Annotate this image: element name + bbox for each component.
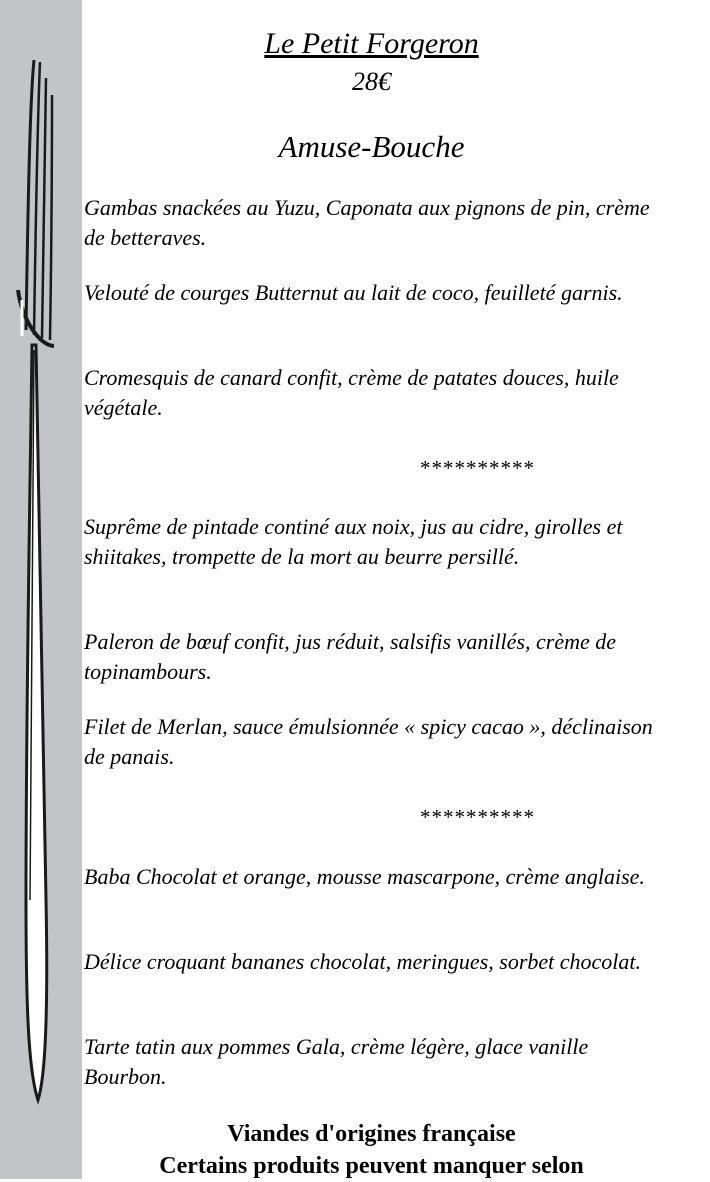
course-separator: ********** — [420, 456, 535, 480]
main-item: Filet de Merlan, sauce émulsionnée « spicy cacao », déclinaison de panais. — [84, 714, 653, 769]
starter-item: Gambas snackées au Yuzu, Caponata aux pignons de pin, crème de betteraves. — [84, 195, 650, 250]
restaurant-name: Le Petit Forgeron — [264, 27, 479, 60]
course-separator: ********** — [420, 805, 535, 829]
dessert-item: Délice croquant bananes chocolat, meringues, sorbet chocolat. — [84, 949, 642, 974]
fork-icon — [0, 0, 82, 1179]
footer-availability-note: Certains produits peuvent manquer selon — [159, 1153, 584, 1179]
main-item: Suprême de pintade continé aux noix, jus au cidre, girolles et shiitakes, trompette de la mort au beurre persillé. — [84, 514, 623, 569]
footer-origin-note: Viandes d'origines française — [227, 1121, 516, 1147]
dessert-item: Tarte tatin aux pommes Gala, crème légère, glace vanille Bourbon. — [84, 1034, 589, 1089]
starter-item: Cromesquis de canard confit, crème de patates douces, huile végétale. — [84, 365, 619, 420]
menu-price: 28€ — [352, 67, 391, 96]
main-item: Paleron de bœuf confit, jus réduit, salsifis vanillés, crème de topinambours. — [84, 629, 617, 684]
dessert-item: Baba Chocolat et orange, mousse mascarpone, crème anglaise. — [84, 864, 645, 889]
starter-item: Velouté de courges Butternut au lait de coco, feuilleté garnis. — [84, 280, 623, 305]
section-title: Amuse-Bouche — [278, 129, 465, 164]
